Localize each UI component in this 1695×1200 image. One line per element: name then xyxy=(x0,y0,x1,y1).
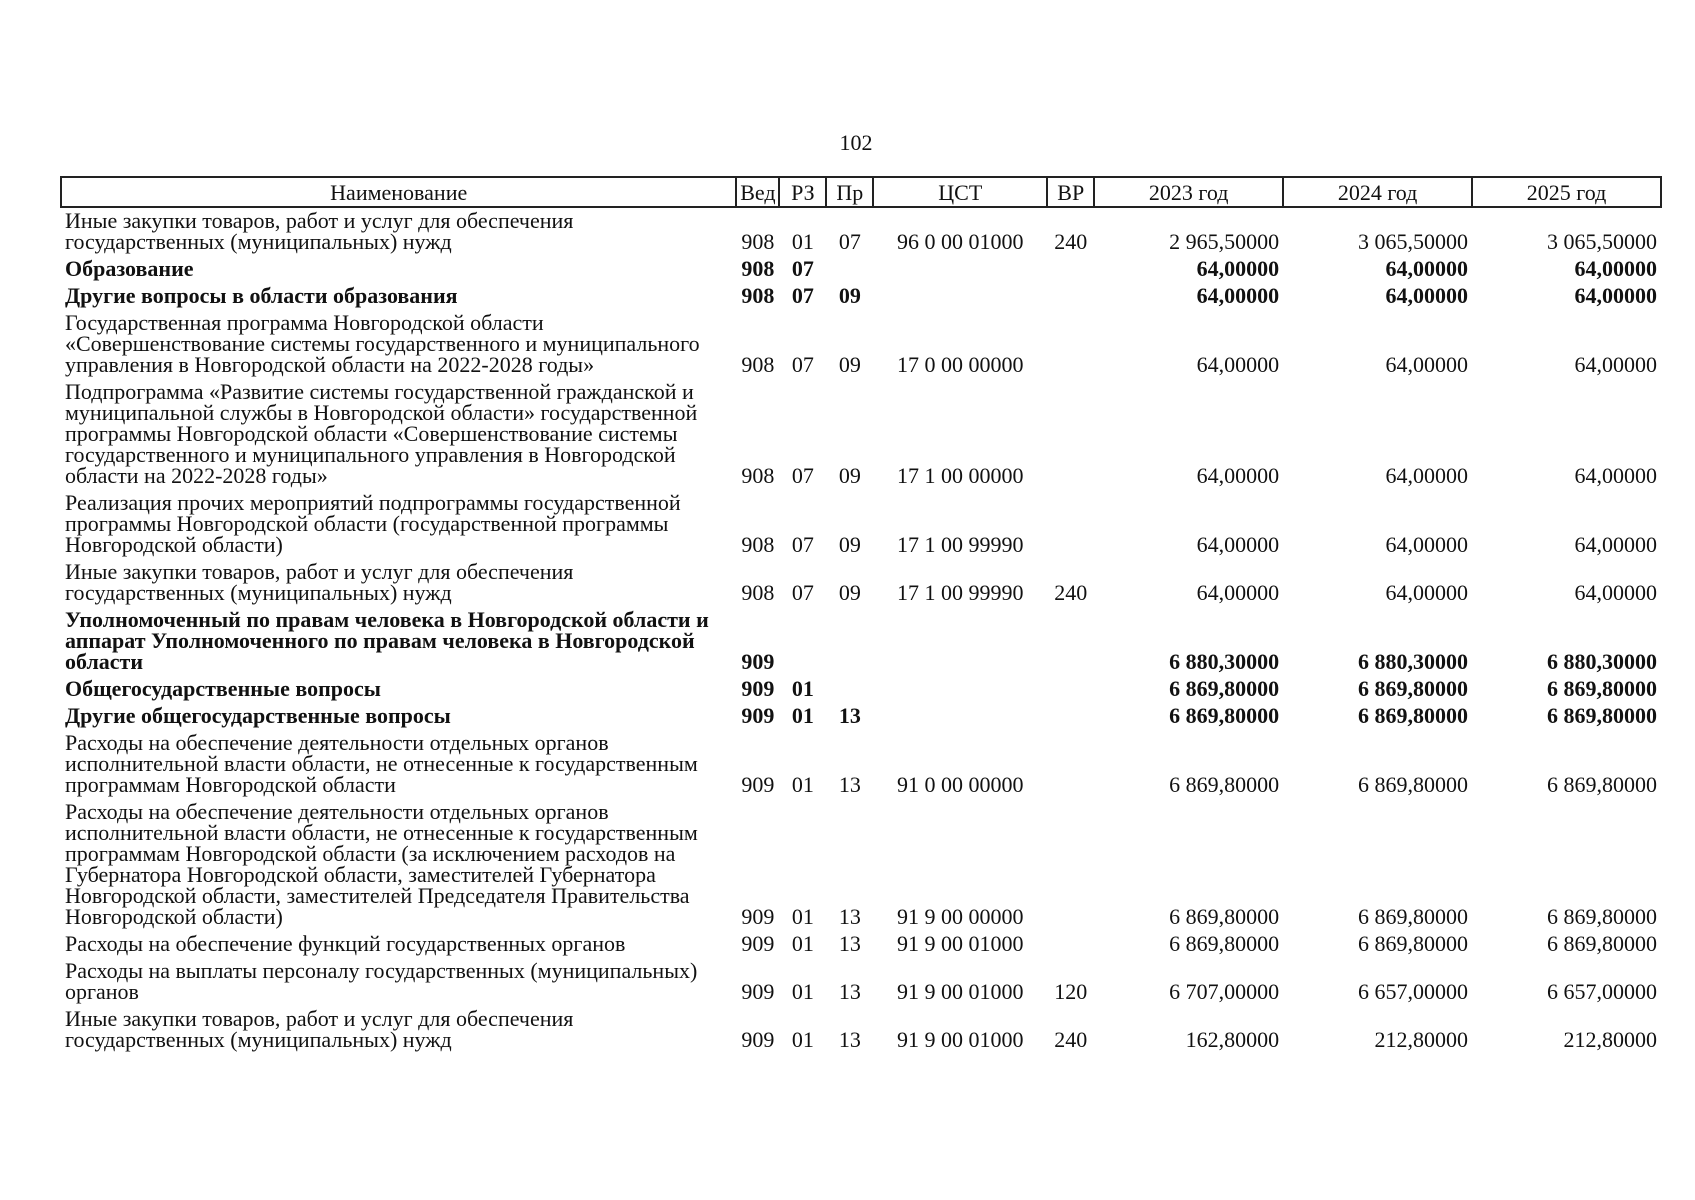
cell-ved: 909 xyxy=(741,904,775,929)
cell-2024: 6 880,30000 xyxy=(1358,649,1469,674)
cell-name: Расходы на обеспечение деятельности отдельных органов исполнительной власти области, не отнесенные к государственным программам Новгородской области xyxy=(65,730,698,797)
table-row xyxy=(61,207,1661,256)
cell-2025: 6 869,80000 xyxy=(1547,772,1657,797)
cell-ved: 909 xyxy=(741,703,775,728)
cell-ved: 909 xyxy=(741,772,775,797)
cell-rz: 01 xyxy=(791,772,814,797)
cell-cst: 17 1 00 99990 xyxy=(897,580,1024,605)
header-ved: Вед xyxy=(736,177,779,207)
cell-2025: 6 880,30000 xyxy=(1547,649,1657,674)
cell-vr xyxy=(1047,676,1094,703)
cell-cst: 17 0 00 00000 xyxy=(897,352,1024,377)
cell-vr xyxy=(1047,490,1094,559)
cell-vr xyxy=(1047,379,1094,490)
table-row xyxy=(61,490,1661,559)
cell-rz: 01 xyxy=(791,904,814,929)
cell-2024: 212,80000 xyxy=(1374,1027,1469,1052)
cell-cst xyxy=(873,283,1047,310)
cell-2024: 3 065,50000 xyxy=(1358,229,1469,254)
cell-ved: 908 xyxy=(741,352,775,377)
cell-pr xyxy=(826,256,873,283)
cell-vr: 240 xyxy=(1054,1027,1088,1052)
cell-name: Другие общегосударственные вопросы xyxy=(65,703,451,728)
cell-name: Иные закупки товаров, работ и услуг для обеспечения государственных (муниципальных) нужд xyxy=(65,559,574,605)
cell-2024: 64,00000 xyxy=(1385,463,1469,488)
cell-name: Образование xyxy=(65,256,194,281)
cell-2025: 6 869,80000 xyxy=(1547,904,1657,929)
cell-cst: 91 0 00 00000 xyxy=(897,772,1024,797)
cell-2023: 6 869,80000 xyxy=(1169,772,1280,797)
cell-2024: 6 657,00000 xyxy=(1358,979,1469,1004)
header-vr: ВР xyxy=(1047,177,1094,207)
cell-name: Уполномоченный по правам человека в Новгородской области и аппарат Уполномоченного по правам человека в Новгородской области xyxy=(65,607,709,674)
cell-rz: 07 xyxy=(791,283,814,308)
table-row xyxy=(61,730,1661,799)
cell-name: Государственная программа Новгородской области «Совершенствование системы государственного и муниципального управления в Новгородской области на 2022-2028 годы» xyxy=(65,310,700,377)
cell-2025: 64,00000 xyxy=(1574,283,1657,308)
cell-cst xyxy=(873,256,1047,283)
page-number: 102 xyxy=(839,130,873,155)
cell-rz: 07 xyxy=(791,580,814,605)
cell-name: Расходы на обеспечение функций государственных органов xyxy=(65,931,626,956)
cell-vr: 240 xyxy=(1054,580,1088,605)
cell-ved: 908 xyxy=(741,256,775,281)
cell-vr xyxy=(1047,799,1094,931)
cell-ved: 909 xyxy=(741,649,775,674)
table-row xyxy=(61,799,1661,931)
cell-pr: 13 xyxy=(838,703,861,728)
cell-rz: 07 xyxy=(791,463,814,488)
cell-2023: 6 869,80000 xyxy=(1169,931,1280,956)
budget-table xyxy=(60,176,1662,1054)
cell-ved: 908 xyxy=(741,229,775,254)
cell-pr: 09 xyxy=(838,352,861,377)
cell-2025: 64,00000 xyxy=(1574,532,1657,557)
cell-rz: 01 xyxy=(791,676,814,701)
cell-2023: 6 707,00000 xyxy=(1169,979,1280,1004)
cell-rz: 01 xyxy=(791,931,814,956)
cell-rz: 01 xyxy=(791,979,814,1004)
cell-2025: 6 869,80000 xyxy=(1547,703,1657,728)
header-rz: РЗ xyxy=(779,177,826,207)
cell-2025: 64,00000 xyxy=(1574,352,1657,377)
cell-cst: 91 9 00 01000 xyxy=(897,931,1024,956)
cell-2025: 6 869,80000 xyxy=(1547,676,1657,701)
cell-pr: 09 xyxy=(838,463,861,488)
cell-ved: 908 xyxy=(741,463,775,488)
table-row xyxy=(61,931,1661,958)
cell-rz: 01 xyxy=(791,1027,814,1052)
cell-cst: 91 9 00 00000 xyxy=(897,904,1024,929)
cell-2024: 6 869,80000 xyxy=(1358,703,1469,728)
cell-cst: 96 0 00 01000 xyxy=(897,229,1024,254)
cell-pr xyxy=(826,607,873,676)
cell-ved: 908 xyxy=(741,283,775,308)
cell-name: Другие вопросы в области образования xyxy=(65,283,458,308)
cell-name: Реализация прочих мероприятий подпрограммы государственной программы Новгородской области (государственной программы Новгородской области) xyxy=(65,490,681,557)
cell-vr: 240 xyxy=(1054,229,1088,254)
cell-rz xyxy=(779,607,826,676)
header-2024: 2024 год xyxy=(1283,177,1472,207)
cell-2023: 64,00000 xyxy=(1196,580,1280,605)
table-row xyxy=(61,958,1661,1006)
cell-cst: 17 1 00 99990 xyxy=(897,532,1024,557)
cell-pr: 13 xyxy=(838,979,861,1004)
cell-ved: 908 xyxy=(741,580,775,605)
cell-ved: 909 xyxy=(741,931,775,956)
header-name: Наименование xyxy=(61,177,736,207)
table-row xyxy=(61,559,1661,607)
cell-pr: 13 xyxy=(838,931,861,956)
cell-2023: 64,00000 xyxy=(1196,532,1280,557)
cell-name: Иные закупки товаров, работ и услуг для обеспечения государственных (муниципальных) нужд xyxy=(65,208,574,254)
cell-ved: 909 xyxy=(741,1027,775,1052)
cell-cst xyxy=(873,607,1047,676)
cell-ved: 909 xyxy=(741,979,775,1004)
cell-2023: 162,80000 xyxy=(1185,1027,1280,1052)
cell-name: Расходы на обеспечение деятельности отдельных органов исполнительной власти области, не отнесенные к государственным программам Новгородской области (за исключением расходов на Губернатора Новгородской области, заместителей Губернатора Новгородской области, заместителей Председателя Правительства Новгородской области) xyxy=(65,799,698,929)
header-pr: Пр xyxy=(826,177,873,207)
cell-2025: 3 065,50000 xyxy=(1547,229,1657,254)
cell-2023: 64,00000 xyxy=(1196,283,1280,308)
cell-2023: 64,00000 xyxy=(1196,463,1280,488)
table-body xyxy=(61,207,1661,1054)
cell-2025: 6 657,00000 xyxy=(1547,979,1657,1004)
cell-name: Расходы на выплаты персоналу государственных (муниципальных) органов xyxy=(65,958,698,1004)
cell-2024: 6 869,80000 xyxy=(1358,772,1469,797)
cell-pr: 13 xyxy=(838,904,861,929)
cell-vr xyxy=(1047,256,1094,283)
cell-cst xyxy=(873,703,1047,730)
table-row xyxy=(61,310,1661,379)
cell-2024: 64,00000 xyxy=(1385,256,1469,281)
cell-2023: 64,00000 xyxy=(1196,352,1280,377)
cell-vr xyxy=(1047,703,1094,730)
table-header-row xyxy=(61,177,1661,207)
cell-vr xyxy=(1047,283,1094,310)
cell-rz: 07 xyxy=(791,532,814,557)
cell-2025: 64,00000 xyxy=(1574,256,1657,281)
cell-cst xyxy=(873,676,1047,703)
cell-name: Подпрограмма «Развитие системы государственной гражданской и муниципальной службы в Новгородской области» государственной программы Новгородской области «Совершенствование системы государственного и муниципального управления в Новгородской области на 2022-2028 годы» xyxy=(65,379,698,488)
cell-2025: 64,00000 xyxy=(1574,580,1657,605)
cell-2024: 6 869,80000 xyxy=(1358,931,1469,956)
cell-2023: 6 869,80000 xyxy=(1169,904,1280,929)
cell-pr: 09 xyxy=(838,580,861,605)
cell-rz: 01 xyxy=(791,703,814,728)
cell-2024: 64,00000 xyxy=(1385,532,1469,557)
cell-ved: 909 xyxy=(741,676,775,701)
cell-2023: 6 869,80000 xyxy=(1169,676,1280,701)
header-cst: ЦСТ xyxy=(873,177,1047,207)
cell-cst: 91 9 00 01000 xyxy=(897,979,1024,1004)
table-row xyxy=(61,256,1661,283)
cell-2023: 6 880,30000 xyxy=(1169,649,1280,674)
header-2023: 2023 год xyxy=(1094,177,1283,207)
table-row xyxy=(61,676,1661,703)
cell-2023: 2 965,50000 xyxy=(1169,229,1280,254)
cell-rz: 01 xyxy=(791,229,814,254)
table-row xyxy=(61,703,1661,730)
cell-cst: 91 9 00 01000 xyxy=(897,1027,1024,1052)
cell-vr xyxy=(1047,607,1094,676)
cell-2024: 6 869,80000 xyxy=(1358,904,1469,929)
cell-pr: 13 xyxy=(838,772,861,797)
table-row xyxy=(61,283,1661,310)
cell-ved: 908 xyxy=(741,532,775,557)
cell-pr: 09 xyxy=(838,283,861,308)
cell-rz: 07 xyxy=(791,352,814,377)
cell-vr xyxy=(1047,310,1094,379)
cell-2023: 6 869,80000 xyxy=(1169,703,1280,728)
cell-vr: 120 xyxy=(1054,979,1088,1004)
header-2025: 2025 год xyxy=(1472,177,1661,207)
cell-pr: 13 xyxy=(838,1027,861,1052)
cell-pr: 09 xyxy=(838,532,861,557)
cell-2024: 64,00000 xyxy=(1385,352,1469,377)
cell-pr xyxy=(826,676,873,703)
cell-2025: 64,00000 xyxy=(1574,463,1657,488)
cell-vr xyxy=(1047,931,1094,958)
cell-2024: 6 869,80000 xyxy=(1358,676,1469,701)
table-row xyxy=(61,379,1661,490)
cell-name: Иные закупки товаров, работ и услуг для обеспечения государственных (муниципальных) нужд xyxy=(65,1006,574,1052)
table-row xyxy=(61,607,1661,676)
cell-rz: 07 xyxy=(791,256,814,281)
cell-vr xyxy=(1047,730,1094,799)
cell-2023: 64,00000 xyxy=(1196,256,1280,281)
cell-pr: 07 xyxy=(838,229,861,254)
cell-2025: 6 869,80000 xyxy=(1547,931,1657,956)
cell-2024: 64,00000 xyxy=(1385,580,1469,605)
table-row xyxy=(61,1006,1661,1054)
cell-2024: 64,00000 xyxy=(1385,283,1469,308)
cell-2025: 212,80000 xyxy=(1563,1027,1657,1052)
cell-cst: 17 1 00 00000 xyxy=(897,463,1024,488)
cell-name: Общегосударственные вопросы xyxy=(65,676,381,701)
